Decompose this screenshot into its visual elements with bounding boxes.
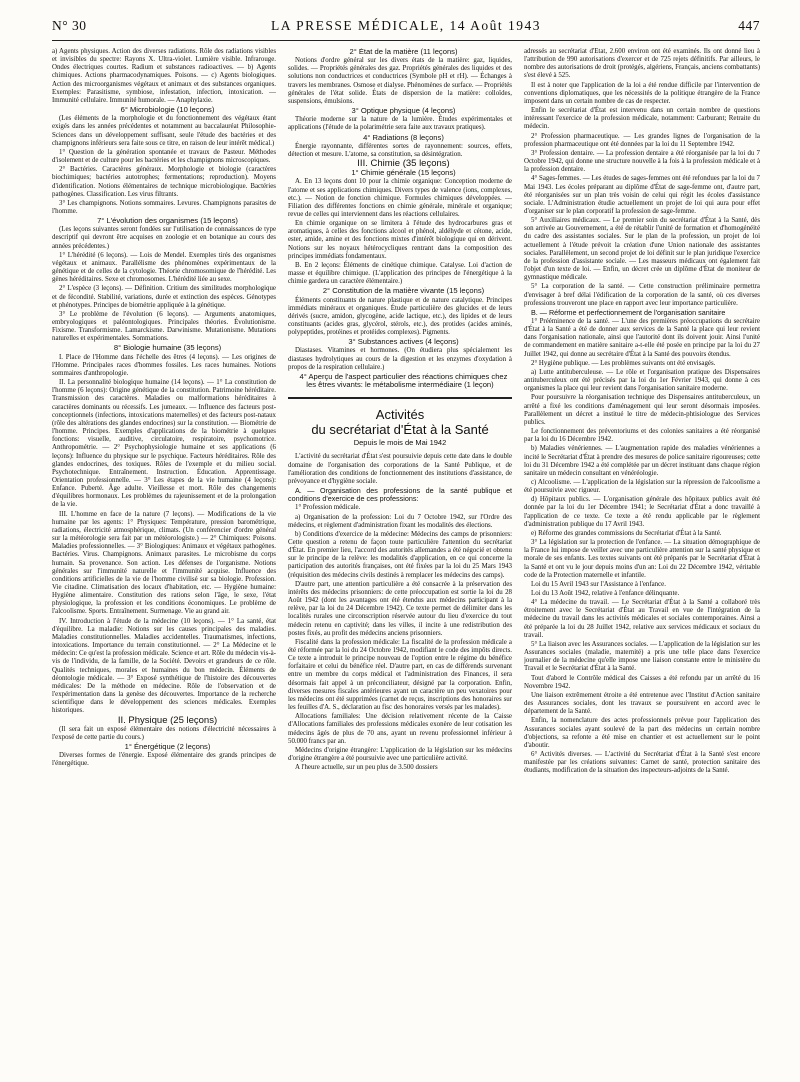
article-columns xyxy=(52,48,760,1072)
paragraph: Médecins d'origine étrangère: L'application de la législation sur les médecins d'origine étrangère a été poursuivie avec une particulière activité. xyxy=(288,746,512,763)
section-heading: 2° Constitution de la matière vivante (15 leçons) xyxy=(322,286,485,296)
paragraph: Il est à noter que l'application de la loi a été rendue difficile par l'intervention de conventions diplomatiques, que les nécessités de la politique étrangère de la France imposent dans un certain nombre de cas de respecter. xyxy=(524,81,760,105)
paragraph: 3° Les champignons. Notions sommaires. Levures. Champignons parasites de l'homme. xyxy=(52,199,276,215)
paragraph: IV. Introduction à l'étude de la médecine (10 leçons). — 1° La santé, état d'équilibre. La maladie: Notions sur les causes principales des maladies. Maladies constitutionnelles. Maladies accidentelles. Traumatismes, infections, intoxications. Importance du terrain constitutionnel. — 2° La Médecine et le médecin: Ce qu'est la profession médicale. Science et art. Rôle du médecin vis-à-vis de l'individu, de la famille, de la Société. Devoirs et grandeurs de ce rôle. Qualités techniques, morales et humaines du bon médecin. Éléments de déontologie médicale. — 3° Exposé synthétique de l'histoire des découvertes médicales: De la méthode en médecine. Rôle de l'observation et de l'expérimentation dans la genèse des découvertes. Importance de la recherche scientifique dans le développement des sciences médicales. Exemples historiques. xyxy=(52,617,276,715)
paragraph: 5° La liaison avec les Assurances sociales. — L'application de la législation sur les Assurances sociales (maladie, maternité) a pris une telle place dans l'exercice journalier de la médecine qu'elle impose une liaison constante entre le ministère du Travail et le Secrétariat d'État à la Santé. xyxy=(524,640,760,673)
section-heading: 1° Énergétique (2 leçons) xyxy=(124,741,211,751)
paragraph: D'autre part, une attention particulière a été consacrée à la préservation des intérêts des médecins prisonniers: de cette préoccupation est sortie la loi du 28 Août 1942 (dont les avantages ont été étendus aux médecins participant à la relève, par la loi du 24 Décembre 1942). Ce texte permet de délimiter dans les localités rurales une circonscription réservée autour du lieu d'exercice du tout médecin retenu en captivité; dans les villes, il incite à une redistribution des postes fixés, au profit des médecins anciens prisonniers. xyxy=(288,580,512,637)
paragraph: En chimie organique on se limitera à l'étude des hydrocarbures gras et aromatiques, à celles des fonctions alcool et phénol, aldéhyde et cétone, acide, ester, amide, amine et des fonctions mixtes d'intérêt biologique qui en dérivent. Notions sur les noyaux hétérocycliques rentrant dans la composition des principes immédiats fondamentaux. xyxy=(288,220,512,260)
paragraph: 1° Prééminence de la santé. — L'une des premières préoccupations du secrétaire d'État à la Santé a été de donner aux services de la Santé la place qui leur revient dans l'organisation nationale, ainsi que l'autorité dont ils doivent jouir. Ainsi l'unité de commandement en matière sanitaire a-t-elle été posée en principe par la loi du 27 Juillet 1942, qui donne au secrétaire d'État à la Santé des pouvoirs étendus. xyxy=(524,318,760,358)
section-heading: 3° Optique physique (4 leçons) xyxy=(351,106,456,116)
paragraph: Diastases. Vitamines et hormones. (On étudiera plus spécialement les diastases hydrolytiques au cours de la digestion et les enzymes d'oxydation à propos de la respiration cellulaire.) xyxy=(288,347,512,371)
paragraph: Le fonctionnement des préventoriums et des colonies sanitaires a été réorganisé par la loi du 16 Décembre 1942. xyxy=(524,428,760,444)
paragraph: adressés au secrétariat d'État, 2.600 environ ont été examinés. Ils ont donné lieu à l'attribution de 990 autorisations d'exercer et de 725 rejets définitifs. Par ailleurs, le nombre des autorisations de droit (protégés, algériens, Français, anciens combattants) s'est élevé à 525. xyxy=(524,48,760,80)
section-heading: 2° État de la matière (11 leçons) xyxy=(349,48,458,56)
paragraph: (Les éléments de la morphologie et du fonctionnement des végétaux étant exigés dans les années précédentes et notamment au baccalauréat Philosophie-Sciences dans un développement suffisant, seule l'étude des bactéries et des champignons inférieurs sera faite sous ce titre, en raison de leur intérêt médical.) xyxy=(52,115,276,147)
part-heading: II. Physique (25 leçons) xyxy=(117,714,218,726)
chapter-heading-line: Depuis le mois de Mai 1942 xyxy=(353,438,447,448)
paragraph: Tout d'abord le Contrôle médical des Caisses a été refondu par un arrêté du 16 Novembre 1942. xyxy=(524,674,760,690)
issue-number: N° 30 xyxy=(52,18,87,33)
paragraph: 4° La médecine du travail. — Le Secrétariat d'État à la Santé a collaboré très étroitement avec le Secrétariat d'État au Travail en vue de l'intégration de la médecine du travail dans les activités médicales et sociales contemporaines. Ainsi a été préparée la loi du 28 Juillet 1942, relative aux services médicaux et sociaux du travail. xyxy=(524,599,760,639)
section-heading: 6° Microbiologie (10 leçons) xyxy=(120,105,215,115)
paragraph: 2° Bactéries. Caractères généraux. Morphologie et biologie (caractères biochimiques; bactéries autotrophes; fermentations; reproduction). Moyens d'identification. Notions élémentaires de technique microbiologique. Bactéries pathogènes. Classification. Les virus filtrants. xyxy=(52,166,276,198)
journal-title xyxy=(52,18,760,34)
paragraph: A l'heure actuelle, sur un peu plus de 3.500 dossiers xyxy=(295,764,438,772)
chapter-heading-line: Activités xyxy=(375,407,425,423)
paragraph: 1° L'hérédité (6 leçons). — Lois de Mendel. Exemples tirés des organismes végétaux et animaux. Parallélisme des phénomènes expérimentaux de la génétique et de celles de la cytologie. Théorie chromosomique de l'hérédité. Les gènes héréditaires. Sexe et chromosomes. L'hérédité liée au sexe. xyxy=(52,251,276,284)
column-right xyxy=(524,48,760,1072)
section-heading: 1° Chimie générale (15 leçons) xyxy=(351,168,456,178)
paragraph: a) Organisation de la profession: Loi du 7 Octobre 1942, sur l'Ordre des médecins, et règlement d'administration fixant les modalités des élections. xyxy=(288,513,512,529)
paragraph: Notions d'ordre général sur les divers états de la matière: gaz, liquides, solides. — Propriétés générales des gaz. Propriétés générales des liquides et des solutions non conductrices et conductrices (Symbole pH et rH). — Échanges à travers les membranes. Osmose et dialyse. Phénomènes de surface. — Propriétés générales de l'état solide. États de dispersion de la matière: colloïdes, suspensions, émulsions. xyxy=(288,57,512,105)
paragraph: III. L'homme en face de la nature (7 leçons). — Modifications de la vie humaine par les agents: 1° Physiques: Température, pression barométrique, radiations, électricité atmosphérique, climats. (Un conférencier d'ordre général sur la météorologie sera fait par un météorologiste.) — 2° Chimiques: Poisons. Maladies professionnelles. — 3° Biologiques: Animaux et végétaux pathogènes. Bactéries. Virus. Champignons. Animaux parasites. Le microbisme du corps humain. Sa provenance. Son action. Les défenses de l'organisme. Notions générales sur l'immunité naturelle et l'immunité acquise. Influence des conditions artificielles de la vie de l'homme civilisé sur sa biologie. Profession. Vie citadine. Climatisation des locaux d'habitation, etc. — Hygiène humaine: Hygiène alimentaire. Constitution des rations selon l'âge, le sexe, l'état physiologique, la profession et les conditions économiques. Le problème de l'alcoolisme. Sports. Entraînement. Surmenage. Vie au grand air. xyxy=(52,510,276,616)
paragraph: a) Agents physiques. Action des diverses radiations. Rôle des radiations visibles et invisibles du spectre: Rayons X. Ultra-violet. Lumière visible. Infrarouge. Ondes électriques courtes. Radium et substances radioactives. — b) Agents chimiques. Actions pharmacodynamiques. Poisons. — c) Agents biologiques. Action des microorganismes végétaux et animaux et des substances organiques. Exemples: Parasitisme, symbiose, infestation, infection, intoxication. — Immunité cellulaire. Immunité humorale. — Anaphylaxie. xyxy=(52,48,276,104)
page-header xyxy=(52,14,760,41)
paragraph: Allocations familiales: Une décision relativement récente de la Caisse d'Allocations familiales des professions médicales exonère de leur cotisation les médecins âgés de plus de 70 ans, ayant un revenu professionnel inférieur à 50.000 francs par an. xyxy=(288,713,512,745)
section-heading: 8° Biologie humaine (35 leçons) xyxy=(113,343,222,353)
column-left xyxy=(52,48,276,1072)
section-heading: 4° Radiations (8 leçons) xyxy=(363,132,444,142)
paragraph: 4° Sages-femmes. — Les études de sages-femmes ont été refondues par la loi du 7 Mai 1943. Les écoles préparant au diplôme d'État de sage-femme ont, d'autre part, été réorganisées sur un plan très voisin de celui qui régit les écoles d'assistance sociale. L'Administration étudie actuellement un projet de loi qui aura pour effet d'organiser sur le plan corporatif la profession de sage-femme. xyxy=(524,175,760,215)
paragraph: Loi du 13 Août 1942, relative à l'enfance délinquante. xyxy=(531,590,680,597)
paragraph: 2° Hygiène publique. — Les problèmes suivants ont été envisagés. xyxy=(531,359,716,367)
paragraph: Énergie rayonnante, différentes sortes de rayonnement: sources, effets, détection et mesure. L'atome, sa constitution, sa désintégration. xyxy=(288,142,512,158)
chapter-heading xyxy=(288,397,512,447)
paragraph: Diverses formes de l'énergie. Exposé élémentaire des grands principes de l'énergétique. xyxy=(52,752,276,768)
section-heading: 7° L'évolution des organismes (15 leçons) xyxy=(97,216,238,226)
paragraph: Éléments constituants de nature plastique et de nature catalytique. Principes immédiats minéraux et organiques. Étude particulière des glucides et de leurs dérivés (sucre, amidon, glycogène, acide lactique, etc.), des lipides et de leurs constituants (acides gras, glycérol, stérols, etc.), des protides (acides aminés, polypeptides, protéines et protéides complexes). Pigments. xyxy=(288,296,512,337)
paragraph: 3° La législation sur la protection de l'enfance. — La situation démographique de la France lui impose de veiller avec une particulière attention sur la santé physique et morale de ses enfants. Les textes suivants ont été préparés par le Secrétariat d'État à la Santé et ont vu le jour depuis moins d'un an: Loi du 22 Décembre 1942, véritable code de la Protection maternelle et infantile. xyxy=(524,539,760,579)
paragraph: 1° Profession médicale. xyxy=(295,504,361,512)
paragraph: a) Lutte antituberculeuse. — Le rôle et l'organisation pratique des Dispensaires antituberculeux ont été précisés par la loi du 1er Février 1943, qui donne à ces organismes la place qui leur revient dans l'organisation sanitaire moderne. xyxy=(524,368,760,393)
paragraph: II. La personnalité biologique humaine (14 leçons). — 1° La constitution de l'homme (6 leçons): Origine génétique de la constitution. Patrimoine héréditaire. Transmission des caractères. Maladies ou malformations héréditaires à caractères dominants ou récessifs. Les jumeaux. — Influence des facteurs post-conceptionnels (infections, intoxications maternelles) et des facteurs post-nataux (rôle des altérations des glandes endocrines) sur la constitution. — Biométrie de l'homme. Principes. Exemples d'applications de la biométrie à quelques fonctions: visuelle, auditive, circulatoire, respiratoire, psychomotrice. Anthropométrie. — 2° Psychophysiologie humaine et ses applications (6 leçons): Influence du physique sur le psychique. Facteurs héréditaires. Rôle des glandes endocrines, des toxiques. Rôles de l'exemple et du milieu social. Psychotechnique. Entraînement. Instruction. Éducation. Apprentissage. Orientation professionnelle. — 3° Les étapes de la vie humaine (4 leçons): Enfance. Puberté. Âge adulte. Vieillesse et mort. Rôle des changements d'équilibres hormonaux. Les problèmes du rajeunissement et de la prolongation de la vie. xyxy=(52,379,276,509)
paragraph: Enfin le secrétariat d'État est intervenu dans un certain nombre de questions intéressant l'exercice de la profession médicale, notamment: Carburant; Retraite du médecin. xyxy=(524,107,760,131)
paragraph: L'activité du secrétariat d'État s'est poursuivie depuis cette date dans le double domaine de l'organisation des corporations de la Santé Publique, et de l'amélioration des conditions de fonctionnement des institutions d'assistance, de prévoyance et d'hygiène sociale. xyxy=(288,453,512,485)
paragraph: Enfin, la nomenclature des actes professionnels prévue pour l'application des Assurances sociales ayant soulevé de la part des médecins un certain nombre d'objections, sa refonte a été mise en chantier et est actuellement sur le point d'aboutir. xyxy=(524,717,760,749)
paragraph: (Il sera fait un exposé élémentaire des notions d'électricité nécessaires à l'exposé de cette partie du cours.) xyxy=(52,725,276,741)
issue-date: 14 Août 1943 xyxy=(449,18,542,33)
paragraph: 2° L'espèce (3 leçons). — Définition. Critium des similitudes morphologique et de fécondité. Stabilité, variations, durée et extinction des espèces. Génotypes et phénotypes. Principes de biométrie appliquée à la génétique. xyxy=(52,285,276,309)
paragraph: c) Alcoolisme. — L'application de la législation sur la répression de l'alcoolisme a été poursuivie avec rigueur. xyxy=(524,478,760,495)
part-heading: III. Chimie (35 leçons) xyxy=(357,158,450,170)
paragraph: 5° La corporation de la santé. — Cette construction préliminaire permettra d'envisager à bref délai l'édification de la corporation de la santé, où ces diverses professions trouveront une place en rapport avec leur importance particulière. xyxy=(524,283,760,307)
subsection-heading: A. — Organisation des professions de la santé publique et conditions d'exercice de ces professions: xyxy=(288,486,512,504)
page-number: 447 xyxy=(738,18,760,33)
chapter-heading-line: du secrétariat d'État à la Santé xyxy=(311,422,489,438)
subsection-heading: B. — Réforme et perfectionnement de l'organisation sanitaire xyxy=(531,307,726,317)
paragraph: A. En 13 leçons dont 10 pour la chimie organique: Conception moderne de l'atome et ses applications chimiques. Divers types de valence (ions, complexes, etc.). — Notion de fonction chimique. Formules chimiques développées. — Filiation des différentes fonctions en chimie générale, minérale et organique; revue de celles qui interviennent dans les réactions cellulaires. xyxy=(288,178,512,218)
section-heading: 3° Substances actives (4 leçons) xyxy=(348,337,459,347)
paragraph: B. En 2 leçons: Éléments de cinétique chimique. Catalyse. Loi d'action de masse et équilibre chimique. (L'application des principes de l'énergétique à la chimie gardera un caractère élémentaire.) xyxy=(288,261,512,286)
paragraph: e) Réforme des grandes commissions du Secrétariat d'État à la Santé. xyxy=(531,529,722,537)
paragraph: Loi du 15 Avril 1943 sur l'Assistance à l'enfance. xyxy=(531,580,666,588)
paragraph: 2° Profession pharmaceutique. — Les grandes lignes de l'organisation de la profession pharmaceutique ont été données par la loi du 11 Septembre 1942. xyxy=(524,132,760,148)
paragraph: I. Place de l'Homme dans l'échelle des êtres (4 leçons). — Les origines de l'Homme. Principales races d'hommes fossiles. Les races humaines. Notions sommaires d'anthropologie. xyxy=(52,353,276,377)
paragraph: Une liaison extrêmement étroite a été entretenue avec l'Institut d'Action sanitaire des Assurances sociales, dont les travaux se poursuivent en accord avec le département de la Santé. xyxy=(524,691,760,716)
paragraph: 3° Le problème de l'évolution (6 leçons). — Arguments anatomiques, embryologiques et paléontologiques. Principales théories. Évolutionisme. Fixisme. Transformisme. Lamarckisme. Darwinisme. Mutationisme. Mutations naturelles et expérimentales. Sommations. xyxy=(52,310,276,343)
paragraph: 1° Question de la génération spontanée et travaux de Pasteur. Méthodes d'isolement et de culture pour les bactéries et les champignons microscopiques. xyxy=(52,148,276,165)
paragraph: (Les leçons suivantes seront fondées sur l'utilisation de connaissances de type descriptif qui devront être acquises en zoologie et en botanique au cours des années précédentes.) xyxy=(52,226,276,250)
paragraph: Fiscalité dans la profession médicale: La fiscalité de la profession médicale a été réformée par la loi du 24 Octobre 1942, modifiant le code des impôts directs. Ce texte a introduit le principe nouveau de l'option entre le régime du bénéfice forfaitaire et celui du bénéfice réel. D'autre part, en cas de différends survenant entre un membre du corps médical et l'administration des Finances, il sera désormais fait appel à un préconciliateur, désigné par la corporation. Enfin, diverses mesures fiscales antérieures ayant un caractère un peu vexatoires pour les médecins ont été supprimées (carnet de reçus, inscriptions des honoraires sur les feuilles d'A. S., déclaration au fisc des honoraires versés par les malades). xyxy=(288,638,512,712)
paragraph: Théorie moderne sur la nature de la lumière. Études expérimentales et applications (l'étude de la polarimétrie sera faite aux travaux pratiques). xyxy=(288,116,512,132)
journal-name: LA PRESSE MÉDICALE, xyxy=(270,18,445,33)
paragraph: b) Maladies vénériennes. — L'augmentation rapide des maladies vénériennes a incité le Secrétariat d'État à prendre des mesures de police sanitaire rigoureuses; cette loi du 31 Décembre 1942 a été complétée par un décret instituant dans chaque région sanitaire un médecin consultant en vénéréologie. xyxy=(524,445,760,477)
paragraph: d) Hôpitaux publics. — L'organisation générale des hôpitaux publics avait été donnée par la loi du 1er Décembre 1941; le Secrétariat d'État a donc travaillé à l'application de ce texte. Ce texte a été rendu applicable par le règlement d'administration publique du 17 Avril 1943. xyxy=(524,496,760,528)
paragraph: 3° Profession dentaire. — La profession dentaire a été réorganisée par la loi du 7 Octobre 1942, qui donne une structure nouvelle à la fois à la profession médicale et à la profession dentaire. xyxy=(524,149,760,174)
paragraph: Pour poursuivre la réorganisation technique des Dispensaires antituberculeux, un arrêté a fixé les conditions d'aménagement qui leur seront désormais imposées. Parallèlement un décret a institué le titre de médecin-phtisiologue des Services publics. xyxy=(524,394,760,426)
paragraph: b) Conditions d'exercice de la médecine: Médecins des camps de prisonniers: Cette question a retenu de façon toute particulière l'attention du secrétariat d'État. En premier lieu, l'accord des autorités allemandes a été négocié et obtenu sur le principe de la relève: les modalités d'application, en ce qui concerne la participation des autorités françaises, ont été fixées par la loi du 25 Mars 1943 (réquisition des médecins civils destinés à remplacer les médecins des camps). xyxy=(288,530,512,579)
section-heading: 4° Aperçu de l'aspect particulier des réactions chimiques chez les êtres vivants: le métabolisme intermédiaire (1 leçon) xyxy=(299,371,508,390)
paragraph: 5° Auxiliaires médicaux. — Le premier soin du secrétariat d'État à la Santé, dès son arrivée au Gouvernement, a été de rétablir l'unité de formation et d'homogénéité du cadre des assistantes sociales. Sur le plan de la profession, un projet de loi actuellement à l'étude prévoit la création d'une Union nationale des assistantes sociales. Parallèlement, un second projet de loi définit sur le plan juridique l'exercice de la profession d'assistante sociale. — Les masseurs médicaux ont également fait l'objet d'un texte de loi. — Enfin, un décret crée un diplôme d'État de moniteur de gymnastique médicale. xyxy=(524,217,760,282)
paragraph: 6° Activités diverses. — L'activité du Secrétariat d'État à la Santé s'est encore manifestée par les créations suivantes: Carnet de santé, protection sanitaire des étudiants, modification de la situation des inspecteurs-adjoints de la Santé. xyxy=(524,750,760,775)
column-middle xyxy=(288,48,512,1072)
